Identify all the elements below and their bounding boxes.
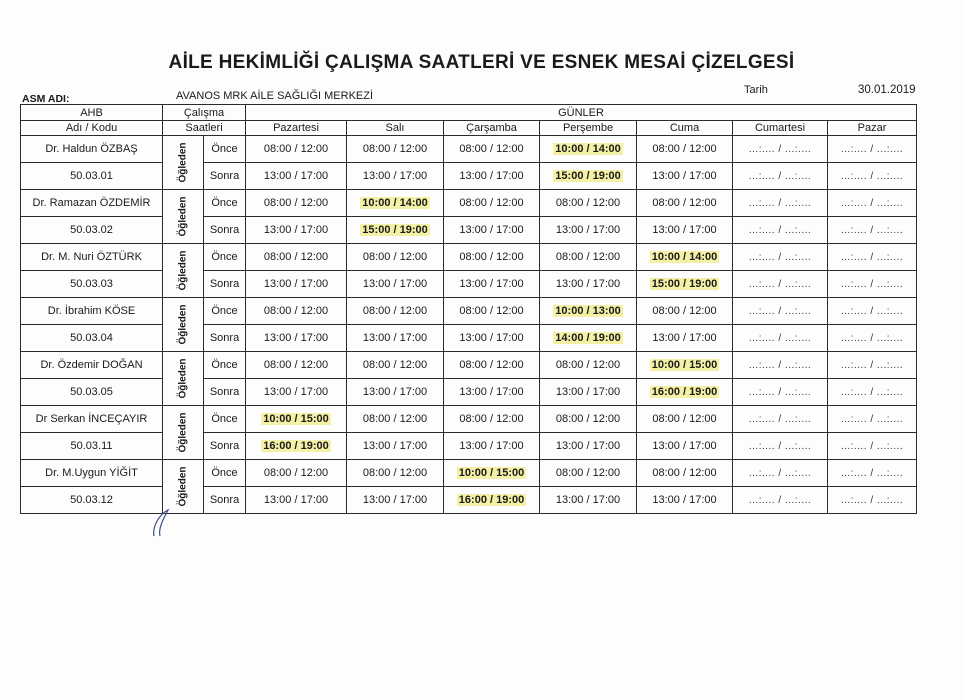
schedule-cell-text: 13:00 / 17:00	[263, 386, 329, 398]
table-row	[21, 244, 917, 271]
blank-cell: ...:.... / ...:....	[733, 163, 828, 190]
schedule-cell-text: 13:00 / 17:00	[652, 170, 717, 182]
doctor-code: 50.03.01	[21, 163, 163, 190]
slot-label: Sonra	[204, 271, 246, 298]
schedule-cell-text: 16:00 / 19:00	[263, 440, 329, 452]
table-row	[21, 379, 917, 406]
schedule-cell-text: 08:00 / 12:00	[555, 467, 621, 479]
table-row	[21, 190, 917, 217]
schedule-cell-text: 08:00 / 12:00	[459, 197, 524, 209]
vertical-label-text: Öğleden	[177, 412, 189, 453]
header-day: Çarşamba	[444, 121, 540, 136]
blank-cell: ...:.... / ...:....	[828, 271, 917, 298]
schedule-cell-text: 08:00 / 12:00	[652, 143, 717, 155]
header-saatleri: Saatleri	[163, 121, 246, 136]
schedule-cell	[246, 460, 347, 487]
schedule-cell-text: 08:00 / 12:00	[263, 467, 329, 479]
vertical-label	[163, 190, 204, 244]
schedule-cell-text: 13:00 / 17:00	[459, 170, 524, 182]
slot-label: Önce	[204, 298, 246, 325]
slot-label: Önce	[204, 244, 246, 271]
slot-label: Önce	[204, 352, 246, 379]
schedule-cell-text: 10:00 / 15:00	[651, 359, 718, 371]
schedule-cell	[246, 379, 347, 406]
schedule-cell-text: 08:00 / 12:00	[555, 359, 621, 371]
schedule-cell-text: 10:00 / 15:00	[263, 413, 329, 425]
schedule-cell-text: 13:00 / 17:00	[362, 494, 428, 506]
schedule-cell-text: 13:00 / 17:00	[555, 494, 621, 506]
schedule-cell	[637, 406, 733, 433]
blank-cell: ...:.... / ...:....	[733, 325, 828, 352]
doctor-code: 50.03.05	[21, 379, 163, 406]
table-row	[21, 433, 917, 460]
table-row	[21, 460, 917, 487]
schedule-cell	[347, 298, 444, 325]
schedule-cell-text: 08:00 / 12:00	[263, 143, 329, 155]
schedule-cell-text: 10:00 / 13:00	[555, 305, 621, 317]
slot-label: Önce	[204, 136, 246, 163]
vertical-label	[163, 406, 204, 460]
header-calisma: Çalışma	[163, 105, 246, 121]
schedule-cell	[347, 163, 444, 190]
schedule-cell	[444, 325, 540, 352]
schedule-cell	[540, 271, 637, 298]
header-day: Pazartesi	[246, 121, 347, 136]
schedule-cell	[540, 244, 637, 271]
schedule-cell-text: 08:00 / 12:00	[555, 197, 621, 209]
slot-label: Sonra	[204, 433, 246, 460]
vertical-label	[163, 136, 204, 190]
schedule-cell-text: 08:00 / 12:00	[652, 197, 717, 209]
slot-label: Önce	[204, 460, 246, 487]
schedule-cell-text: 08:00 / 12:00	[459, 359, 524, 371]
vertical-label	[163, 298, 204, 352]
schedule-cell	[246, 406, 347, 433]
blank-cell: ...:.... / ...:....	[733, 352, 828, 379]
schedule-cell-text: 08:00 / 12:00	[362, 467, 428, 479]
schedule-cell-text: 13:00 / 17:00	[459, 278, 524, 290]
blank-cell: ...:.... / ...:....	[828, 487, 917, 514]
schedule-cell-text: 13:00 / 17:00	[263, 170, 329, 182]
blank-cell: ...:.... / ...:....	[828, 433, 917, 460]
schedule-cell-text: 08:00 / 12:00	[362, 305, 428, 317]
schedule-cell-text: 15:00 / 19:00	[555, 170, 621, 182]
schedule-cell-text: 08:00 / 12:00	[459, 305, 524, 317]
vertical-label-text: Öğleden	[177, 196, 189, 237]
doctor-code: 50.03.12	[21, 487, 163, 514]
blank-cell: ...:.... / ...:....	[733, 298, 828, 325]
schedule-cell	[444, 136, 540, 163]
schedule-cell-text: 13:00 / 17:00	[652, 224, 717, 236]
signature-scribble	[140, 508, 180, 538]
vertical-label-text: Öğleden	[177, 250, 189, 291]
schedule-cell-text: 08:00 / 12:00	[652, 467, 717, 479]
schedule-cell	[637, 217, 733, 244]
schedule-cell	[637, 379, 733, 406]
table-row	[21, 271, 917, 298]
schedule-cell-text: 13:00 / 17:00	[362, 440, 428, 452]
schedule-cell	[637, 352, 733, 379]
blank-cell: ...:.... / ...:....	[828, 298, 917, 325]
schedule-cell-text: 10:00 / 14:00	[362, 197, 428, 209]
schedule-cell-text: 16:00 / 19:00	[458, 494, 525, 506]
schedule-cell	[347, 487, 444, 514]
doctor-name: Dr Serkan İNCEÇAYIR	[21, 406, 163, 433]
schedule-cell	[540, 352, 637, 379]
schedule-cell	[540, 190, 637, 217]
schedule-cell-text: 08:00 / 12:00	[652, 305, 717, 317]
vertical-label-text: Öğleden	[177, 466, 189, 507]
schedule-cell	[246, 433, 347, 460]
schedule-cell-text: 13:00 / 17:00	[362, 170, 428, 182]
schedule-cell	[637, 190, 733, 217]
doctor-name: Dr. Haldun ÖZBAŞ	[21, 136, 163, 163]
schedule-cell-text: 08:00 / 12:00	[263, 305, 329, 317]
schedule-cell-text: 13:00 / 17:00	[362, 332, 428, 344]
blank-cell: ...:.... / ...:....	[828, 190, 917, 217]
doctor-name: Dr. Özdemir DOĞAN	[21, 352, 163, 379]
schedule-cell	[637, 298, 733, 325]
blank-cell: ...:.... / ...:....	[733, 433, 828, 460]
blank-cell: ...:.... / ...:....	[733, 487, 828, 514]
vertical-label-text: Öğleden	[177, 142, 189, 183]
schedule-cell	[637, 460, 733, 487]
doctor-name: Dr. M.Uygun YİĞİT	[21, 460, 163, 487]
schedule-cell	[637, 136, 733, 163]
schedule-cell	[444, 460, 540, 487]
blank-cell: ...:.... / ...:....	[828, 352, 917, 379]
doctor-name: Dr. İbrahim KÖSE	[21, 298, 163, 325]
doctor-code: 50.03.03	[21, 271, 163, 298]
schedule-cell	[444, 487, 540, 514]
blank-cell: ...:.... / ...:....	[733, 190, 828, 217]
schedule-cell	[637, 244, 733, 271]
slot-label: Önce	[204, 406, 246, 433]
schedule-cell	[246, 163, 347, 190]
header-day: Cumartesi	[733, 121, 828, 136]
schedule-table	[20, 104, 917, 514]
doctor-code: 50.03.11	[21, 433, 163, 460]
schedule-cell-text: 15:00 / 19:00	[362, 224, 428, 236]
schedule-cell	[347, 244, 444, 271]
schedule-cell	[444, 271, 540, 298]
schedule-cell	[347, 190, 444, 217]
schedule-cell	[347, 460, 444, 487]
schedule-cell	[540, 136, 637, 163]
schedule-cell-text: 13:00 / 17:00	[459, 386, 524, 398]
table-row	[21, 298, 917, 325]
schedule-cell-text: 13:00 / 17:00	[555, 278, 621, 290]
blank-cell: ...:.... / ...:....	[733, 379, 828, 406]
schedule-cell	[444, 379, 540, 406]
slot-label: Sonra	[204, 487, 246, 514]
blank-cell: ...:.... / ...:....	[733, 406, 828, 433]
header-day: Pazar	[828, 121, 917, 136]
schedule-cell	[637, 271, 733, 298]
blank-cell: ...:.... / ...:....	[733, 136, 828, 163]
schedule-cell	[540, 487, 637, 514]
blank-cell: ...:.... / ...:....	[733, 460, 828, 487]
blank-cell: ...:.... / ...:....	[733, 244, 828, 271]
header-day: Salı	[347, 121, 444, 136]
slot-label: Sonra	[204, 163, 246, 190]
schedule-cell	[540, 163, 637, 190]
schedule-cell	[540, 325, 637, 352]
blank-cell: ...:.... / ...:....	[828, 136, 917, 163]
schedule-cell-text: 08:00 / 12:00	[652, 413, 717, 425]
schedule-cell	[246, 298, 347, 325]
schedule-cell-text: 08:00 / 12:00	[362, 413, 428, 425]
schedule-cell	[444, 298, 540, 325]
schedule-cell	[444, 190, 540, 217]
schedule-cell-text: 13:00 / 17:00	[652, 332, 717, 344]
blank-cell: ...:.... / ...:....	[828, 379, 917, 406]
schedule-cell	[246, 244, 347, 271]
schedule-cell-text: 08:00 / 12:00	[555, 413, 621, 425]
schedule-cell-text: 08:00 / 12:00	[362, 359, 428, 371]
schedule-cell	[246, 271, 347, 298]
table-row	[21, 217, 917, 244]
asm-name: AVANOS MRK AİLE SAĞLIĞI MERKEZİ	[176, 90, 374, 102]
header-ahb: AHB	[21, 105, 163, 121]
blank-cell: ...:.... / ...:....	[828, 406, 917, 433]
schedule-cell	[246, 217, 347, 244]
schedule-cell-text: 08:00 / 12:00	[263, 359, 329, 371]
schedule-cell	[347, 406, 444, 433]
schedule-cell-text: 08:00 / 12:00	[263, 251, 329, 263]
schedule-cell	[540, 379, 637, 406]
schedule-cell	[246, 190, 347, 217]
slot-label: Sonra	[204, 217, 246, 244]
schedule-cell	[444, 433, 540, 460]
schedule-cell	[347, 352, 444, 379]
header-day: Perşembe	[540, 121, 637, 136]
schedule-cell	[540, 460, 637, 487]
schedule-cell-text: 08:00 / 12:00	[362, 143, 428, 155]
slot-label: Önce	[204, 190, 246, 217]
schedule-cell	[347, 379, 444, 406]
schedule-cell	[347, 433, 444, 460]
schedule-cell-text: 08:00 / 12:00	[459, 143, 524, 155]
table-row	[21, 325, 917, 352]
schedule-cell-text: 13:00 / 17:00	[459, 440, 524, 452]
schedule-cell	[347, 271, 444, 298]
schedule-cell-text: 13:00 / 17:00	[555, 440, 621, 452]
schedule-cell	[347, 136, 444, 163]
date-label: Tarih	[744, 84, 768, 96]
doctor-code: 50.03.04	[21, 325, 163, 352]
schedule-cell	[637, 325, 733, 352]
schedule-cell	[540, 433, 637, 460]
schedule-cell	[637, 433, 733, 460]
schedule-cell	[637, 163, 733, 190]
blank-cell: ...:.... / ...:....	[828, 217, 917, 244]
schedule-cell-text: 13:00 / 17:00	[459, 224, 524, 236]
schedule-cell	[246, 352, 347, 379]
vertical-label	[163, 244, 204, 298]
doctor-name: Dr. M. Nuri ÖZTÜRK	[21, 244, 163, 271]
date-value: 30.01.2019	[858, 84, 916, 96]
blank-cell: ...:.... / ...:....	[828, 325, 917, 352]
blank-cell: ...:.... / ...:....	[828, 460, 917, 487]
doctor-name: Dr. Ramazan ÖZDEMİR	[21, 190, 163, 217]
schedule-cell-text: 13:00 / 17:00	[362, 386, 428, 398]
schedule-cell-text: 13:00 / 17:00	[263, 224, 329, 236]
schedule-cell	[246, 487, 347, 514]
vertical-label-text: Öğleden	[177, 358, 189, 399]
vertical-label-text: Öğleden	[177, 304, 189, 345]
blank-cell: ...:.... / ...:....	[733, 271, 828, 298]
schedule-cell	[444, 352, 540, 379]
asm-label: ASM ADI:	[22, 93, 70, 105]
schedule-cell-text: 13:00 / 17:00	[555, 386, 621, 398]
schedule-cell	[347, 217, 444, 244]
schedule-cell-text: 08:00 / 12:00	[362, 251, 428, 263]
blank-cell: ...:.... / ...:....	[828, 244, 917, 271]
schedule-cell	[246, 325, 347, 352]
blank-cell: ...:.... / ...:....	[733, 217, 828, 244]
schedule-cell	[444, 163, 540, 190]
schedule-cell	[540, 406, 637, 433]
schedule-cell	[246, 136, 347, 163]
document-title: AİLE HEKİMLİĞİ ÇALIŞMA SAATLERİ VE ESNEK MESAİ ÇİZELGESİ	[168, 52, 795, 73]
schedule-cell-text: 10:00 / 15:00	[458, 467, 525, 479]
schedule-cell-text: 10:00 / 14:00	[651, 251, 718, 263]
schedule-cell-text: 13:00 / 17:00	[362, 278, 428, 290]
schedule-cell-text: 16:00 / 19:00	[651, 386, 718, 398]
doctor-code: 50.03.02	[21, 217, 163, 244]
table-row	[21, 136, 917, 163]
slot-label: Sonra	[204, 325, 246, 352]
header-day: Cuma	[637, 121, 733, 136]
schedule-cell-text: 08:00 / 12:00	[459, 413, 524, 425]
schedule-cell	[637, 487, 733, 514]
blank-cell: ...:.... / ...:....	[828, 163, 917, 190]
schedule-cell	[444, 244, 540, 271]
table-row	[21, 406, 917, 433]
vertical-label	[163, 352, 204, 406]
schedule-cell-text: 08:00 / 12:00	[459, 251, 524, 263]
schedule-cell-text: 13:00 / 17:00	[263, 278, 329, 290]
schedule-cell	[540, 298, 637, 325]
schedule-cell	[444, 406, 540, 433]
schedule-cell	[444, 217, 540, 244]
slot-label: Sonra	[204, 379, 246, 406]
schedule-cell-text: 13:00 / 17:00	[555, 224, 621, 236]
schedule-cell-text: 08:00 / 12:00	[263, 197, 329, 209]
schedule-cell-text: 13:00 / 17:00	[459, 332, 524, 344]
schedule-cell-text: 13:00 / 17:00	[652, 494, 717, 506]
vertical-label	[163, 460, 204, 514]
schedule-cell-text: 08:00 / 12:00	[555, 251, 621, 263]
schedule-cell-text: 14:00 / 19:00	[555, 332, 621, 344]
table-row	[21, 352, 917, 379]
header-gunler: GÜNLER	[246, 105, 917, 121]
header-adi-kodu: Adı / Kodu	[21, 121, 163, 136]
schedule-cell-text: 15:00 / 19:00	[651, 278, 718, 290]
schedule-cell-text: 13:00 / 17:00	[263, 332, 329, 344]
schedule-cell-text: 10:00 / 14:00	[555, 143, 621, 155]
table-row	[21, 163, 917, 190]
schedule-cell	[540, 217, 637, 244]
schedule-cell-text: 13:00 / 17:00	[652, 440, 717, 452]
schedule-cell	[347, 325, 444, 352]
schedule-cell-text: 13:00 / 17:00	[263, 494, 329, 506]
